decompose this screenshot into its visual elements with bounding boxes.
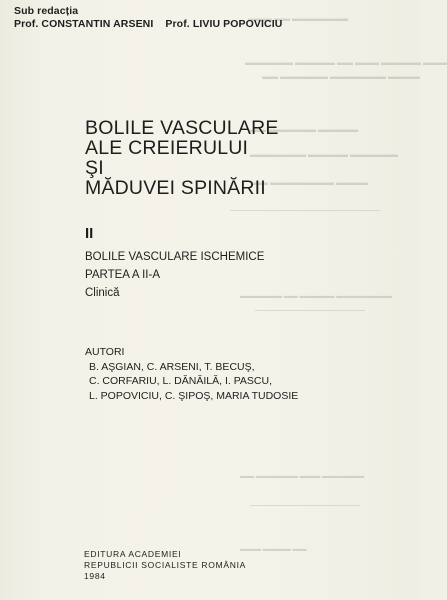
- editor-popoviciu: Prof. LIVIU POPOVICIU: [165, 18, 283, 30]
- editorial-credits: [14, 5, 282, 31]
- publisher-name: EDITURA ACADEMIEI: [84, 549, 182, 559]
- book-title-page: ▬▬▬ ▬▬ ▬▬▬▬▬▬▬ ▬▬▬▬▬▬ ▬▬▬▬▬ ▬▬ ▬▬▬ ▬▬▬▬▬ ▬▬▬ ▬▬ ▬▬▬▬▬▬ ▬▬▬▬▬▬▬ ▬▬▬▬ ▬▬ ▬▬▬▬▬▬ ▬▬▬▬▬ ▬▬▬▬▬▬▬ ▬▬▬▬▬ ▬▬▬▬▬▬ ▬▬ ▬▬▬▬▬▬▬▬ ▬▬▬▬ ▬▬▬▬▬▬ ▬▬ ▬▬▬▬▬ ▬▬▬▬▬▬▬▬ ▬▬ ▬▬▬▬▬▬ ▬▬▬ ▬▬▬▬▬▬ ▬▬▬ ▬▬▬▬ ▬▬ Sub redacția Prof. CONSTANTIN ARSENI Prof. LIVIU POPOVICIU BOLILE VASCULARE ALE CREIERULUI ŞI MĂDUVEI SPINĂRII II BOLILE VASCULARE ISCHEMICE PARTEA A II-A Clinică AUTORI B. AŞGIAN, C. ARSENI, T. BECUŞ, C. CORFARIU, L. DĂNĂILĂ, I. PASCU, L. POPOVICIU, C. ŞIPOŞ, MARIA TUDOSIE EDITURA ACADEMIEI REPUBLICII SOCIALISTE ROMÂNIA 1984: [0, 0, 419, 600]
- authors-line-3: L. POPOVICIU, C. ŞIPOŞ, MARIA TUDOSIE: [89, 389, 299, 402]
- volume-number: II: [85, 225, 94, 242]
- publisher-imprint: [84, 549, 246, 582]
- title-line-3: ŞI: [85, 157, 104, 179]
- editorial-label: Sub redacția: [14, 5, 79, 17]
- editor-arseni: Prof. CONSTANTIN ARSENI: [14, 18, 154, 30]
- authors-label: AUTORI: [85, 346, 125, 358]
- book-title: [85, 118, 279, 198]
- subtitle-line-3: Clinică: [85, 287, 120, 299]
- authors-block: [85, 345, 298, 403]
- book-subtitle: [85, 248, 264, 302]
- subtitle-line-1: BOLILE VASCULARE ISCHEMICE: [85, 251, 265, 263]
- title-line-4: MĂDUVEI SPINĂRII: [85, 177, 266, 199]
- authors-line-1: B. AŞGIAN, C. ARSENI, T. BECUŞ,: [89, 360, 255, 373]
- subtitle-line-2: PARTEA A II-A: [85, 269, 160, 281]
- publisher-country: REPUBLICII SOCIALISTE ROMÂNIA: [84, 560, 246, 570]
- title-line-1: BOLILE VASCULARE: [85, 117, 279, 139]
- authors-line-2: C. CORFARIU, L. DĂNĂILĂ, I. PASCU,: [89, 375, 273, 387]
- publication-year: 1984: [84, 571, 106, 581]
- title-line-2: ALE CREIERULUI: [85, 137, 249, 159]
